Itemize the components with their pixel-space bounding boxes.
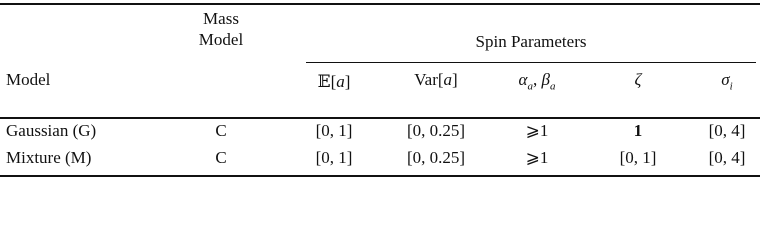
row-gaussian-zeta: 1	[633, 121, 643, 140]
row-mixture-sigma: [0, 4]	[708, 148, 746, 167]
mass-model-header-line1: Mass	[203, 9, 239, 28]
sigma-header: $\sigma_i$	[721, 70, 733, 93]
row-mixture-mass-model: C	[215, 148, 227, 167]
variance-header: Var[a]	[414, 70, 458, 89]
row-gaussian-sigma: [0, 4]	[708, 121, 746, 140]
expectation-header: 𝔼[a]	[317, 72, 351, 92]
row-mixture-zeta: [0, 1]	[619, 148, 657, 167]
table-mid-rule	[0, 117, 760, 119]
row-gaussian-expectation: [0, 1]	[315, 121, 353, 140]
row-gaussian-variance: [0, 0.25]	[406, 121, 466, 140]
model-header: Model	[6, 70, 51, 89]
table-top-rule	[0, 3, 760, 5]
row-mixture-variance: [0, 0.25]	[406, 148, 466, 167]
alpha-beta-header: $\alpha_a$, $\beta_a$	[518, 70, 556, 93]
row-gaussian-model: Gaussian (G)	[6, 121, 97, 140]
zeta-header: ζ	[634, 70, 642, 89]
spin-parameters-header: Spin Parameters	[475, 32, 587, 51]
row-mixture-alpha-beta: ⩾1	[525, 148, 549, 167]
row-gaussian-alpha-beta: ⩾1	[525, 121, 549, 140]
table-bottom-rule	[0, 175, 760, 177]
mass-model-header-line2: Model	[198, 30, 244, 49]
spin-parameters-rule	[306, 62, 756, 63]
row-mixture-expectation: [0, 1]	[315, 148, 353, 167]
row-gaussian-mass-model: C	[215, 121, 227, 140]
row-mixture-model: Mixture (M)	[6, 148, 92, 167]
